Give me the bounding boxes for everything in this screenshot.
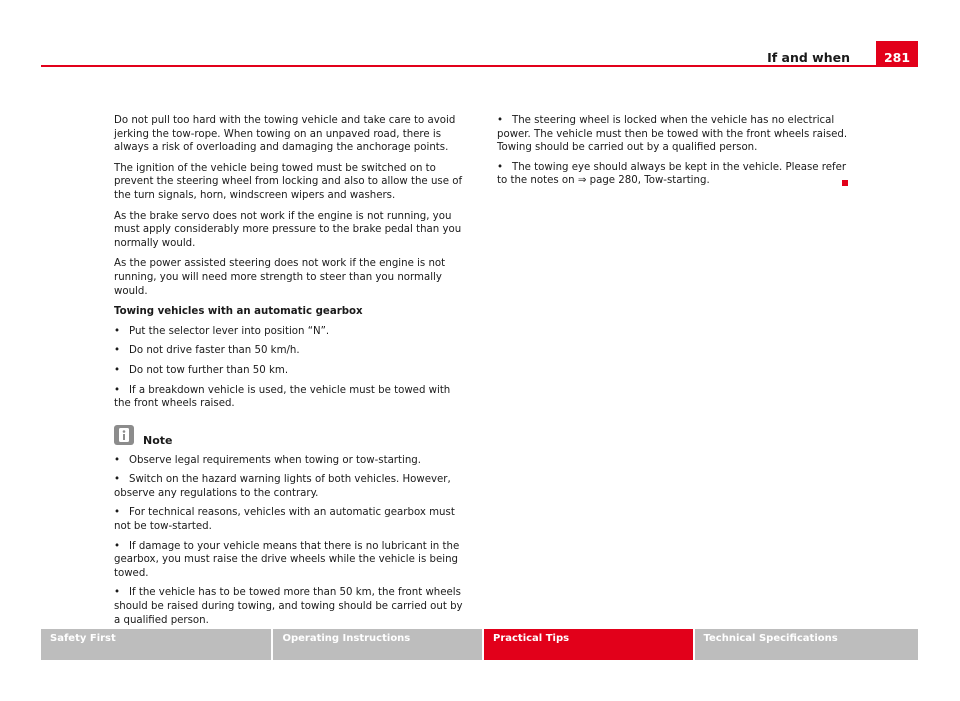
section-end-marker bbox=[842, 180, 848, 186]
list-item: • Do not drive faster than 50 km/h. bbox=[114, 345, 300, 357]
header-rule bbox=[41, 65, 918, 67]
list-item: • Observe legal requirements when towing or tow-starting. bbox=[114, 454, 421, 466]
left-column bbox=[114, 114, 466, 633]
bullet-icon: • bbox=[114, 325, 121, 337]
bullet-icon: • bbox=[114, 540, 121, 552]
list-item: • Switch on the hazard warning lights of both vehicles. However, observe any regulations to the contrary. bbox=[114, 474, 451, 499]
bullet-icon: • bbox=[114, 384, 121, 396]
section-title: If and when bbox=[767, 50, 850, 65]
tab-operating-instructions[interactable]: Operating Instructions bbox=[273, 629, 482, 660]
tab-technical-specifications[interactable]: Technical Specifications bbox=[695, 629, 918, 660]
list-item: • If a breakdown vehicle is used, the vehicle must be towed with the front wheels raised. bbox=[114, 384, 451, 410]
paragraph: The ignition of the vehicle being towed must be switched on to prevent the steering wheel from locking and also to allow the use of the turn signals, horn, windscreen wipers and washers. bbox=[114, 162, 463, 201]
list-item: • If damage to your vehicle means that there is no lubricant in the gearbox, you must raise the drive wheels while the vehicle is being towed. bbox=[114, 540, 460, 579]
list-item: • The steering wheel is locked when the vehicle has no electrical power. The vehicle must then be towed with the front wheels raised. Towing should be carried out by a qualified person. bbox=[497, 115, 848, 154]
note-heading bbox=[114, 425, 466, 445]
bullet-icon: • bbox=[114, 345, 121, 357]
paragraph: Do not pull too hard with the towing vehicle and take care to avoid jerking the tow-rope. When towing on an unpaved road, there is always a risk of overloading and damaging the anchorage points. bbox=[114, 115, 456, 154]
note-info-icon bbox=[114, 425, 134, 445]
bullet-icon: • bbox=[114, 507, 121, 519]
paragraph: As the brake servo does not work if the engine is not running, you must apply considerably more pressure to the brake pedal than you normally would. bbox=[114, 210, 462, 249]
list-item: • Do not tow further than 50 km. bbox=[114, 364, 289, 376]
bullet-icon: • bbox=[114, 454, 121, 466]
paragraph: As the power assisted steering does not work if the engine is not running, you will need more strength to steer than you normally would. bbox=[114, 258, 446, 297]
list-item: • Put the selector lever into position “N”. bbox=[114, 325, 330, 337]
bullet-icon: • bbox=[497, 115, 504, 126]
bullet-icon: • bbox=[114, 364, 121, 376]
bullet-icon: • bbox=[497, 161, 504, 173]
tab-practical-tips[interactable]: Practical Tips bbox=[484, 629, 693, 660]
list-item: • If the vehicle has to be towed more than 50 km, the front wheels should be raised during towing, and towing should be carried out by a qualified person. bbox=[114, 587, 463, 626]
page-number: 281 bbox=[876, 41, 918, 66]
list-item: • The towing eye should always be kept in the vehicle. Please refer to the notes on ⇒ page 280, Tow-starting. bbox=[497, 161, 847, 187]
tab-safety-first[interactable]: Safety First bbox=[41, 629, 271, 660]
note-label: Note bbox=[143, 433, 173, 447]
bullet-icon: • bbox=[114, 587, 121, 599]
list-item: • For technical reasons, vehicles with an automatic gearbox must not be tow-started. bbox=[114, 507, 455, 533]
right-column bbox=[497, 114, 856, 194]
footer-nav bbox=[41, 629, 918, 660]
subheading: Towing vehicles with an automatic gearbox bbox=[114, 306, 363, 318]
bullet-icon: • bbox=[114, 474, 121, 486]
